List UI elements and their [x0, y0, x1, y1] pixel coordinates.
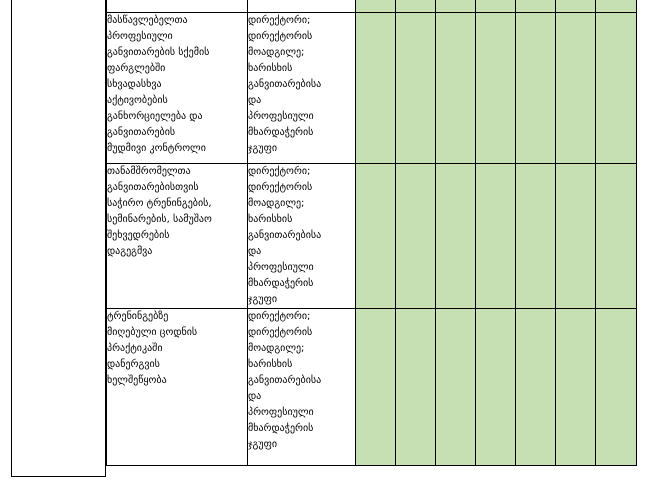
- plan-table-container: [106, 0, 637, 466]
- timeline-cell: [356, 309, 396, 466]
- timeline-cell: [596, 13, 637, 164]
- timeline-cell: [396, 13, 436, 164]
- timeline-cell: [436, 164, 476, 309]
- responsible-text: დირექტორი; დირექტორის მოადგილე; ხარისხის განვითარებისა და პროფესიული მხარდაჭერის ჯგუფი: [248, 311, 322, 450]
- timeline-cell: [356, 13, 396, 164]
- table-row: [107, 309, 637, 466]
- responsible-cell-fragment: [248, 0, 356, 13]
- timeline-cell: [596, 0, 637, 13]
- timeline-cell: [556, 13, 596, 164]
- timeline-cell: [516, 0, 556, 13]
- activity-cell: [107, 164, 248, 309]
- timeline-cell: [396, 164, 436, 309]
- timeline-cell: [476, 164, 516, 309]
- timeline-cell: [556, 164, 596, 309]
- responsible-text: დირექტორი; დირექტორის მოადგილე; ხარისხის განვითარებისა და პროფესიული მხარდაჭერის ჯგუფი: [248, 15, 322, 154]
- table-row: [107, 164, 637, 309]
- timeline-cell: [556, 309, 596, 466]
- timeline-cell: [356, 164, 396, 309]
- table-row: [107, 13, 637, 164]
- timeline-cell: [436, 309, 476, 466]
- timeline-cell: [476, 0, 516, 13]
- responsible-cell: [248, 164, 356, 309]
- timeline-cell: [476, 13, 516, 164]
- activity-text: მასწავლებელთა პროფესიული განვითარების სქემის ფარგლებში სხვადასხვა აქტივობების განხორციელება და განვითარების მუდმივი კონტროლი: [107, 15, 210, 154]
- activity-cell: [107, 13, 248, 164]
- timeline-cell: [436, 13, 476, 164]
- table-row-top-fragment: [107, 0, 637, 13]
- activity-text: ტრენინგებზე მიღებული ცოდნის პრაქტიკაში დანერგვის ხელშეწყობა: [107, 311, 198, 386]
- responsible-text: დირექტორი; დირექტორის მოადგილე; ხარისხის განვითარებისა და პროფესიული მხარდაჭერის ჯგუფი: [248, 166, 322, 305]
- timeline-cell: [516, 13, 556, 164]
- timeline-cell: [516, 164, 556, 309]
- timeline-cell: [396, 309, 436, 466]
- timeline-cell: [436, 0, 476, 13]
- timeline-cell: [516, 309, 556, 466]
- timeline-cell: [596, 164, 637, 309]
- left-margin-column: [11, 0, 106, 477]
- responsible-cell: [248, 13, 356, 164]
- activity-cell: [107, 309, 248, 466]
- timeline-cell: [556, 0, 596, 13]
- timeline-cell: [476, 309, 516, 466]
- activity-cell-fragment: [107, 0, 248, 13]
- activity-text: თანამშრომელთა განვითარებისთვის საჭირო ტრენინგების, სემინარების, სამუშაო შეხვედრების დაგეგმვა: [107, 166, 212, 257]
- timeline-cell: [396, 0, 436, 13]
- responsible-cell: [248, 309, 356, 466]
- timeline-cell: [356, 0, 396, 13]
- activity-plan-table: [106, 0, 637, 466]
- timeline-cell: [596, 309, 637, 466]
